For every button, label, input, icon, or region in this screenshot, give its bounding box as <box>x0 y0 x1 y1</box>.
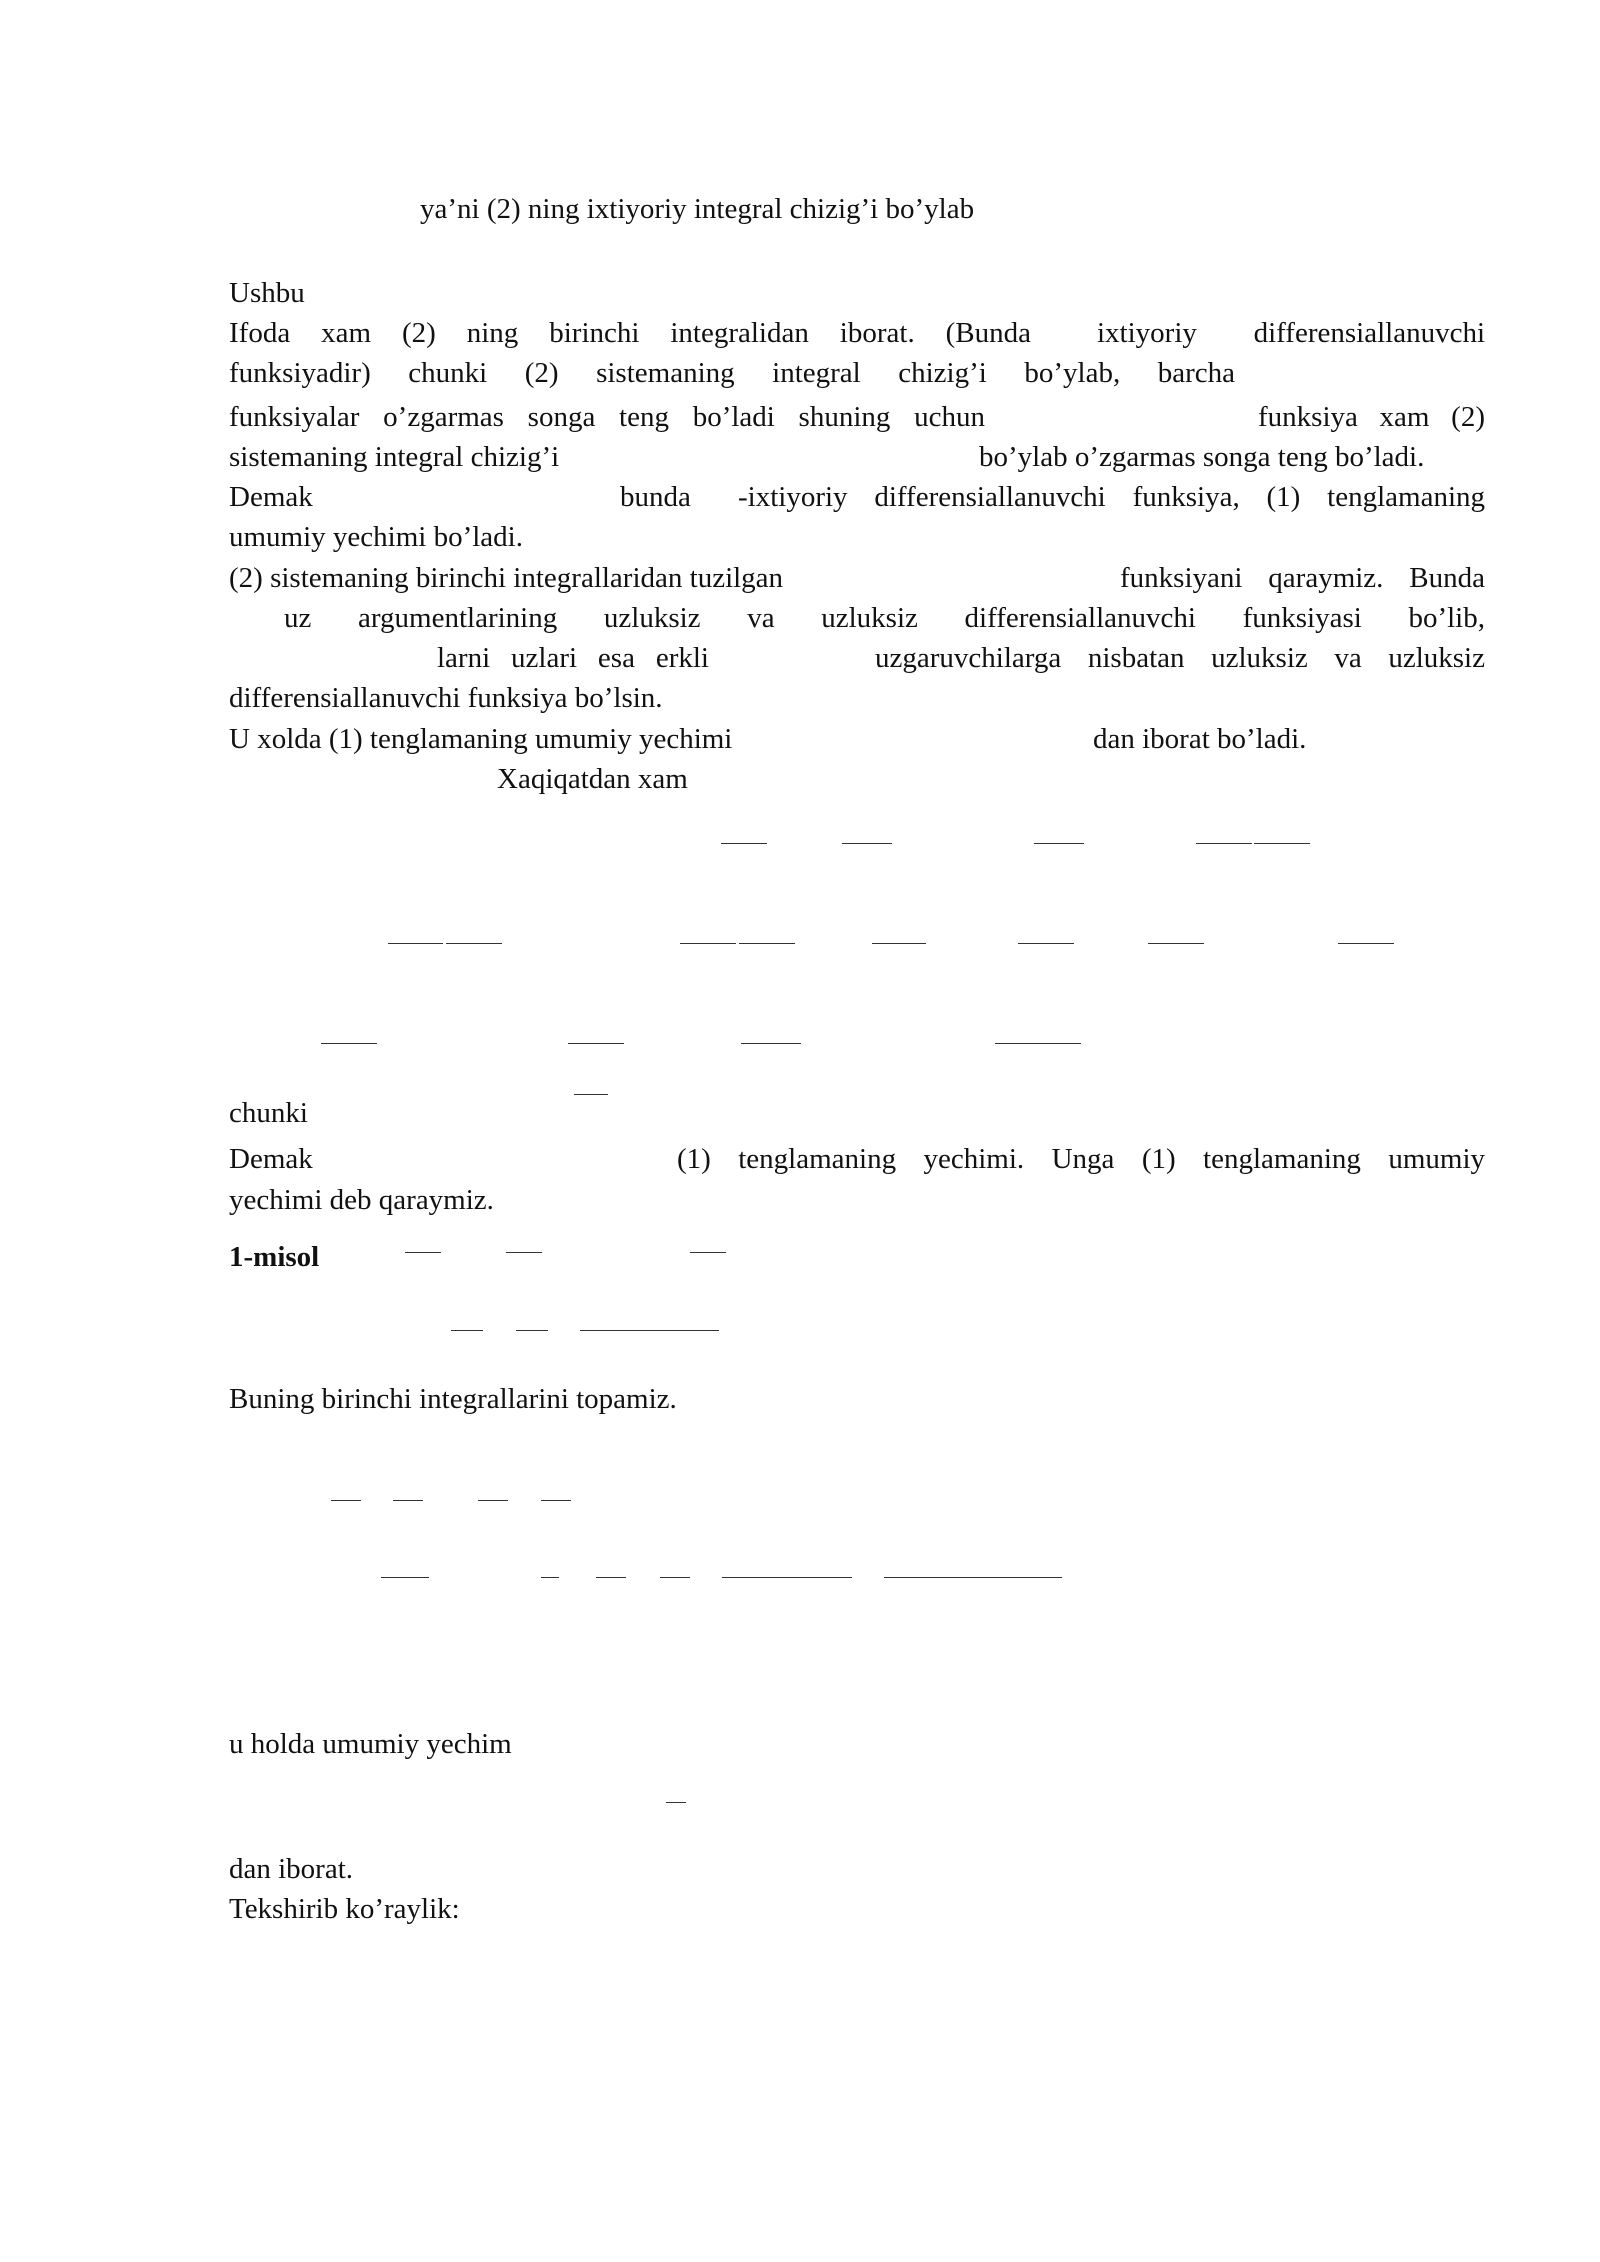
fraction-bar <box>574 1094 608 1095</box>
text-line: bo’ylab o’zgarmas songa teng bo’ladi. <box>979 441 1425 473</box>
fraction-bar <box>506 1252 542 1253</box>
fraction-bar <box>722 1577 852 1578</box>
fraction-bar <box>1034 843 1084 844</box>
text-line: ixtiyoriy differensiallanuvchi <box>1097 317 1485 349</box>
text-line: uz argumentlarining uzluksiz va uzluksiz differensiallanuvchi funksiyasi bo’lib, <box>284 602 1485 634</box>
text-line: (2) sistemaning birinchi integrallaridan tuzilgan <box>229 562 784 594</box>
fraction-bar <box>541 1500 571 1501</box>
fraction-bar <box>568 1043 624 1044</box>
text-line: U xolda (1) tenglamaning umumiy yechimi <box>229 723 733 755</box>
text-line: Tekshirib ko’raylik: <box>229 1893 460 1925</box>
text-line: Ifoda xam (2) ning birinchi integralidan iborat. (Bunda <box>229 317 1031 349</box>
text-line: funksiyani qaraymiz. Bunda <box>1120 562 1485 594</box>
text-line: chunki <box>229 1097 308 1129</box>
fraction-bar <box>741 1043 801 1044</box>
text-line: Buning birinchi integrallarini topamiz. <box>229 1383 677 1415</box>
text-line: Demak <box>229 1143 313 1175</box>
fraction-bar <box>451 1330 483 1331</box>
text-line: u holda umumiy yechim <box>229 1728 512 1760</box>
fraction-bar <box>1254 843 1310 844</box>
fraction-bar <box>478 1500 508 1501</box>
fraction-bar <box>660 1577 690 1578</box>
text-line: Xaqiqatdan xam <box>497 763 688 795</box>
fraction-bar <box>331 1500 361 1501</box>
fraction-bar <box>388 943 443 944</box>
text-line: Demak <box>229 481 313 513</box>
text-line: funksiyalar o’zgarmas songa teng bo’ladi shuning uchun <box>229 401 985 433</box>
text-line: -ixtiyoriy differensiallanuvchi funksiya, (1) tenglamaning <box>738 481 1485 513</box>
fraction-bar <box>680 943 736 944</box>
fraction-bar <box>1196 843 1252 844</box>
fraction-bar <box>872 943 926 944</box>
text-line: (1) tenglamaning yechimi. Unga (1) tenglamaning umumiy <box>677 1143 1485 1175</box>
example-heading: 1-misol <box>229 1241 320 1273</box>
fraction-bar <box>393 1500 423 1501</box>
fraction-bar <box>516 1330 548 1331</box>
text-line: yechimi deb qaraymiz. <box>229 1184 494 1216</box>
fraction-bar <box>739 943 795 944</box>
fraction-bar <box>1148 943 1204 944</box>
text-line: dan iborat bo’ladi. <box>1093 723 1307 755</box>
fraction-bar <box>721 843 767 844</box>
text-line: sistemaning integral chizig’i <box>229 441 560 473</box>
fraction-bar <box>541 1577 559 1578</box>
text-line: Ushbu <box>229 277 305 309</box>
text-line: larni uzlari esa erkli <box>437 642 709 674</box>
text-line: differensiallanuvchi funksiya bo’lsin. <box>229 682 663 714</box>
text-line: funksiyadir) chunki (2) sistemaning integral chizig’i bo’ylab, barcha <box>229 357 1235 389</box>
fraction-bar <box>321 1043 377 1044</box>
fraction-bar <box>1018 943 1074 944</box>
text-line: bunda <box>620 481 691 513</box>
text-line: ya’ni (2) ning ixtiyoriy integral chizig’i bo’ylab <box>420 193 975 225</box>
fraction-bar <box>842 843 892 844</box>
text-line: funksiya xam (2) <box>1258 401 1485 433</box>
fraction-bar <box>405 1252 441 1253</box>
fraction-bar <box>580 1330 719 1331</box>
fraction-bar <box>690 1252 726 1253</box>
fraction-bar <box>596 1577 626 1578</box>
fraction-bar <box>884 1577 1062 1578</box>
fraction-bar <box>381 1577 429 1578</box>
fraction-bar <box>446 943 502 944</box>
fraction-bar <box>995 1043 1081 1044</box>
text-line: uzgaruvchilarga nisbatan uzluksiz va uzluksiz <box>875 642 1485 674</box>
fraction-bar <box>666 1802 686 1803</box>
text-line: umumiy yechimi bo’ladi. <box>229 521 523 553</box>
fraction-bar <box>1338 943 1394 944</box>
text-line: dan iborat. <box>229 1853 354 1885</box>
